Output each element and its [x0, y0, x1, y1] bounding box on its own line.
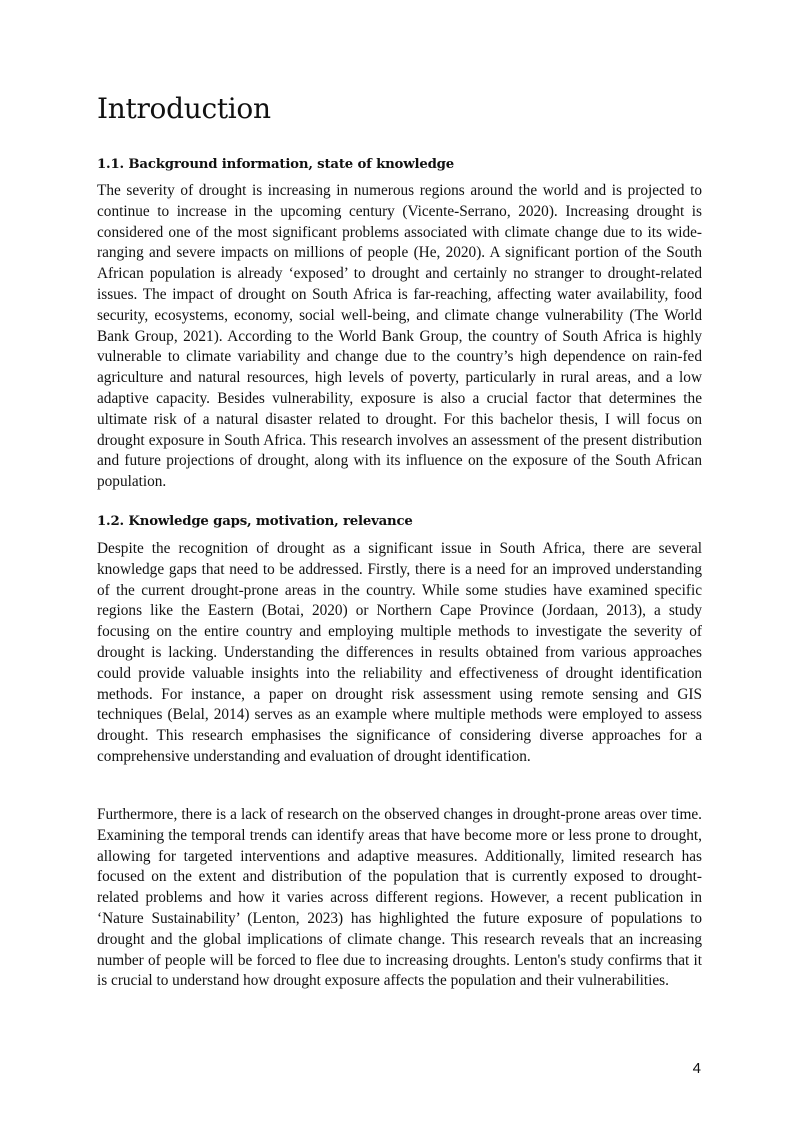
paragraph-background: The severity of drought is increasing in numerous regions around the world and is projected to continue to increase in the upcoming century (Vicente-Serrano, 2020). Increasing drought is considered one of the most significant problems associated with climate change due to its wide-ranging and severe impacts on millions of people (He, 2020). A significant portion of the South African population is already ‘exposed’ to drought and certainly no stranger to drought-related issues. The impact of drought on South Africa is far-reaching, affecting water availability, food security, ecosystems, economy, social well-being, and climate change vulnerability (The World Bank Group, 2021). According to the World Bank Group, the country of South Africa is highly vulnerable to climate variability and change due to the country’s high dependence on rain-fed agriculture and natural resources, high levels of poverty, particularly in rural areas, and a low adaptive capacity. Besides vulnerability, exposure is also a crucial factor that determines the ultimate risk of a natural disaster related to drought. For this bachelor thesis, I will focus on drought exposure in South Africa. This research involves an assessment of the present distribution and future projections of drought, along with its influence on the exposure of the South African population. — [97, 182, 702, 491]
section-heading-background: 1.1. Background information, state of knowledge — [97, 157, 455, 172]
paragraph-knowledge-gaps-2: Furthermore, there is a lack of research on the observed changes in drought-prone areas over time. Examining the temporal trends can identify areas that have become more or less prone to drought, allowing for targeted interventions and adaptive measures. Additionally, limited research has focused on the extent and distribution of the population that is currently exposed to drought-related problems and how it varies across different regions. However, a recent publication in ‘Nature Sustainability’ (Lenton, 2023) has highlighted the future exposure of populations to drought and the global implications of climate change. This research reveals that an increasing number of people will be forced to flee due to increasing droughts. Lenton's study confirms that it is crucial to understand how drought exposure affects the population and their vulnerabilities. — [97, 806, 702, 990]
section-heading-knowledge-gaps: 1.2. Knowledge gaps, motivation, relevance — [97, 514, 413, 529]
page-title: Introduction — [97, 92, 271, 125]
page-number: 4 — [692, 1060, 701, 1077]
paragraph-knowledge-gaps-1: Despite the recognition of drought as a significant issue in South Africa, there are several knowledge gaps that need to be addressed. Firstly, there is a need for an improved understanding of the current drought-prone areas in the country. While some studies have examined specific regions like the Eastern (Botai, 2020) or Northern Cape Province (Jordaan, 2013), a study focusing on the entire country and employing multiple methods to investigate the severity of drought is lacking. Understanding the differences in results obtained from various approaches could provide valuable insights into the reliability and effectiveness of drought identification methods. For instance, a paper on drought risk assessment using remote sensing and GIS techniques (Belal, 2014) serves as an example where multiple methods were employed to assess drought. This research emphasises the significance of considering diverse approaches for a comprehensive understanding and evaluation of drought identification. — [97, 540, 702, 765]
